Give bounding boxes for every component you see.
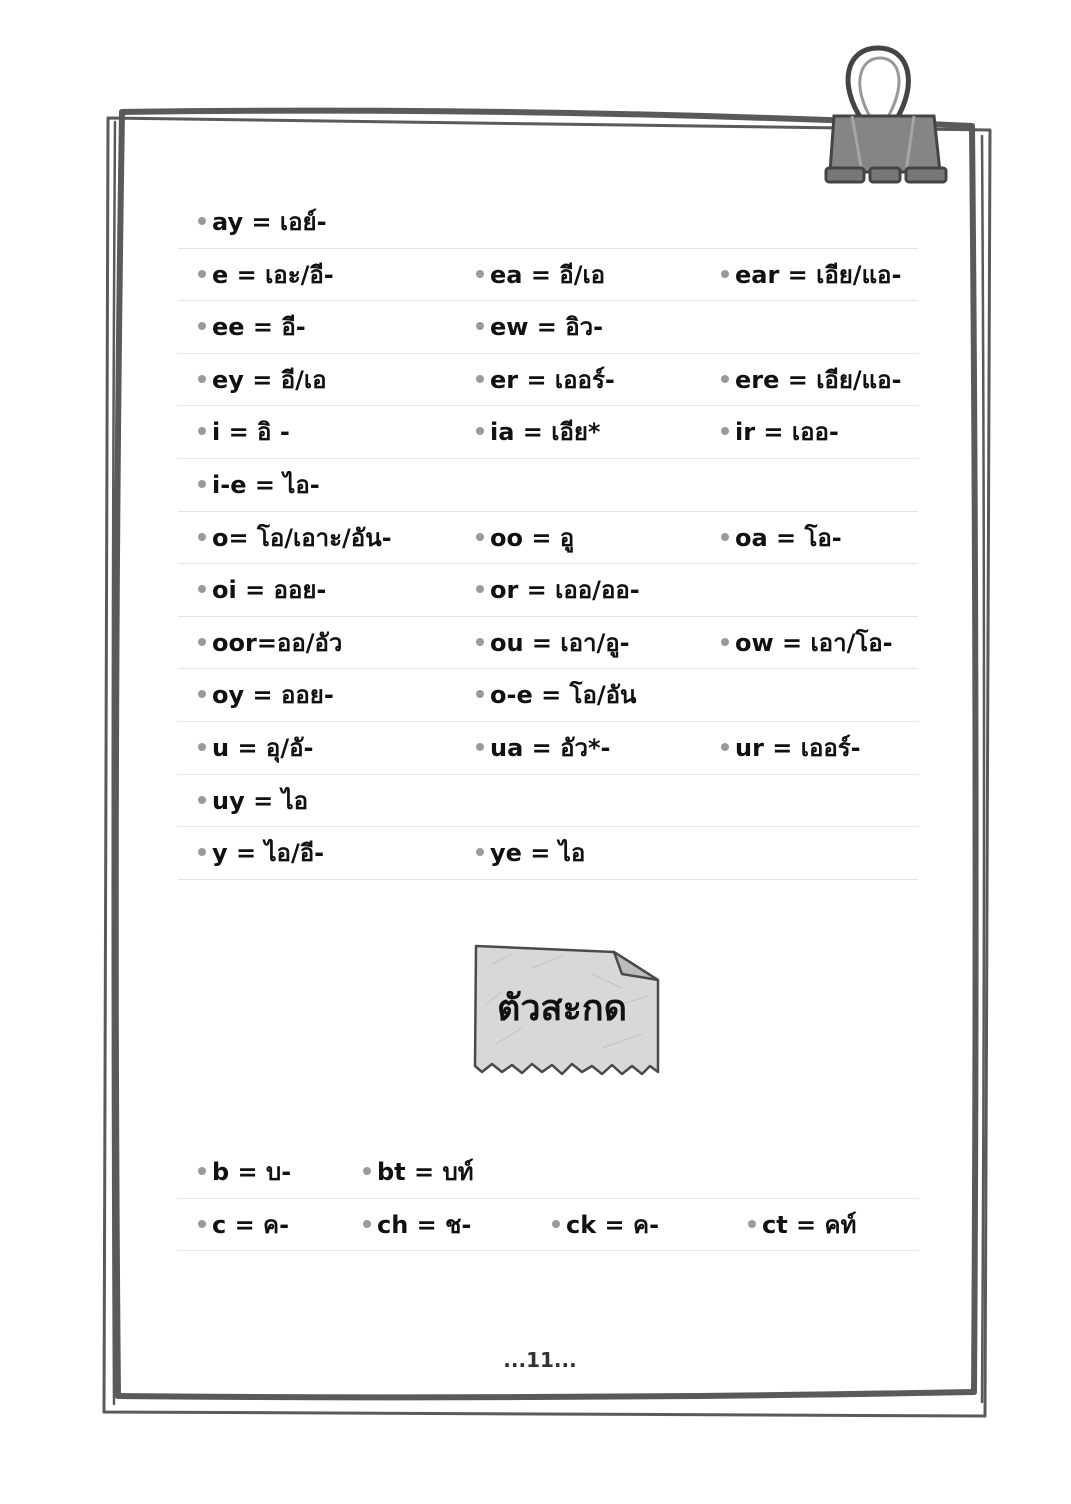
entry-text: o-e = โอ/อัน — [490, 681, 637, 710]
bullet-icon — [721, 638, 729, 646]
list-item — [721, 406, 839, 458]
bullet-icon — [476, 638, 484, 646]
list-item — [363, 1199, 471, 1251]
list-row — [178, 512, 918, 565]
bullet-icon — [198, 217, 206, 225]
bullet-icon — [198, 322, 206, 330]
list-item — [476, 406, 600, 458]
entry-text: ea = อี/เอ — [490, 260, 606, 289]
entry-text: ou = เอา/อู- — [490, 628, 630, 657]
list-item — [198, 1199, 289, 1251]
entry-text: o= โอ/เอาะ/อัน- — [212, 523, 392, 552]
bullet-icon — [476, 375, 484, 383]
entry-text: ew = อิว- — [490, 313, 604, 342]
list-item — [476, 617, 630, 669]
entry-text: i = อิ - — [212, 418, 290, 447]
list-item — [198, 669, 334, 721]
list-item — [476, 249, 605, 301]
page-number: ...11... — [503, 1348, 577, 1372]
entry-text: ct = คท์ — [762, 1210, 857, 1239]
bullet-icon — [198, 427, 206, 435]
entry-text: ua = อัว*- — [490, 733, 611, 762]
list-item — [198, 354, 327, 406]
list-item — [198, 722, 313, 774]
list-item — [198, 512, 392, 564]
list-item — [198, 617, 342, 669]
entry-text: er = เออร์- — [490, 365, 615, 394]
list-item — [198, 301, 306, 353]
entry-text: ck = ค- — [566, 1210, 660, 1239]
entry-text: ch = ช- — [377, 1210, 472, 1239]
list-item — [721, 617, 893, 669]
bullet-icon — [721, 427, 729, 435]
list-item — [198, 459, 320, 511]
entry-text: ir = เออ- — [735, 418, 839, 447]
list-item — [748, 1199, 856, 1251]
entry-text: ey = อี/เอ — [212, 365, 327, 394]
entry-text: u = อุ/อั- — [212, 733, 314, 762]
bullet-icon — [363, 1167, 371, 1175]
list-row — [178, 564, 918, 617]
bullet-icon — [476, 690, 484, 698]
bullet-icon — [198, 1220, 206, 1228]
entry-text: ear = เอีย/แอ- — [735, 260, 902, 289]
bullet-icon — [721, 743, 729, 751]
list-item — [476, 354, 615, 406]
list-item — [198, 827, 324, 879]
list-row — [178, 722, 918, 775]
list-item — [198, 775, 308, 827]
bullet-icon — [552, 1220, 560, 1228]
entry-text: b = บ- — [212, 1158, 292, 1186]
list-row — [178, 301, 918, 354]
list-item — [363, 1146, 474, 1198]
entry-text: i-e = ไอ- — [212, 470, 320, 499]
bullet-icon — [476, 533, 484, 541]
list-item — [721, 249, 901, 301]
list-item — [198, 196, 327, 248]
list-item — [198, 406, 290, 458]
final-consonant-list — [178, 1146, 918, 1251]
entry-text: ere = เอีย/แอ- — [735, 365, 902, 394]
list-item — [476, 301, 603, 353]
list-row — [178, 196, 918, 249]
entry-text: bt = บท์ — [377, 1158, 474, 1186]
list-item — [721, 512, 842, 564]
list-item — [476, 722, 611, 774]
entry-text: c = ค- — [212, 1210, 290, 1239]
list-item — [198, 564, 326, 616]
bullet-icon — [198, 533, 206, 541]
list-row — [178, 617, 918, 670]
vowel-list — [178, 196, 918, 880]
list-row — [178, 459, 918, 512]
list-item — [198, 249, 334, 301]
entry-text: uy = ไอ — [212, 786, 309, 815]
bullet-icon — [198, 796, 206, 804]
bullet-icon — [198, 690, 206, 698]
list-row — [178, 354, 918, 407]
bullet-icon — [476, 270, 484, 278]
bullet-icon — [198, 848, 206, 856]
bullet-icon — [476, 427, 484, 435]
list-item — [721, 354, 902, 406]
bullet-icon — [198, 743, 206, 751]
bullet-icon — [198, 375, 206, 383]
list-row — [178, 406, 918, 459]
list-item — [721, 722, 861, 774]
list-row — [178, 249, 918, 302]
bullet-icon — [476, 743, 484, 751]
bullet-icon — [721, 270, 729, 278]
entry-text: ia = เอีย* — [490, 418, 601, 447]
list-row — [178, 1146, 918, 1199]
entry-text: ee = อี- — [212, 313, 306, 342]
entry-text: or = เออ/ออ- — [490, 576, 640, 605]
list-item — [476, 564, 640, 616]
bullet-icon — [476, 848, 484, 856]
list-row — [178, 669, 918, 722]
entry-text: oa = โอ- — [735, 523, 842, 552]
bullet-icon — [476, 322, 484, 330]
list-item — [552, 1199, 659, 1251]
binder-clip-icon — [826, 48, 946, 182]
list-item — [198, 1146, 291, 1198]
bullet-icon — [721, 533, 729, 541]
bullet-icon — [198, 638, 206, 646]
bullet-icon — [198, 1167, 206, 1175]
list-row — [178, 827, 918, 880]
bullet-icon — [198, 585, 206, 593]
bullet-icon — [748, 1220, 756, 1228]
bullet-icon — [476, 585, 484, 593]
entry-text: e = เอะ/อี- — [212, 260, 334, 289]
bullet-icon — [363, 1220, 371, 1228]
list-item — [476, 827, 585, 879]
entry-text: ay = เอย์- — [212, 208, 327, 236]
list-row — [178, 1199, 918, 1252]
section-title: ตัวสะกด — [496, 988, 628, 1029]
entry-text: oo = อู — [490, 523, 575, 552]
entry-text: oy = ออย- — [212, 681, 334, 710]
entry-text: y = ไอ/อี- — [212, 839, 325, 868]
entry-text: ow = เอา/โอ- — [735, 628, 893, 657]
bullet-icon — [198, 480, 206, 488]
bullet-icon — [721, 375, 729, 383]
list-item — [476, 669, 636, 721]
list-item — [476, 512, 574, 564]
entry-text: ur = เออร์- — [735, 733, 861, 762]
entry-text: oi = ออย- — [212, 576, 327, 605]
list-row — [178, 775, 918, 828]
entry-text: ye = ไอ — [490, 839, 586, 868]
entry-text: oor=ออ/อัว — [212, 628, 343, 657]
bullet-icon — [198, 270, 206, 278]
